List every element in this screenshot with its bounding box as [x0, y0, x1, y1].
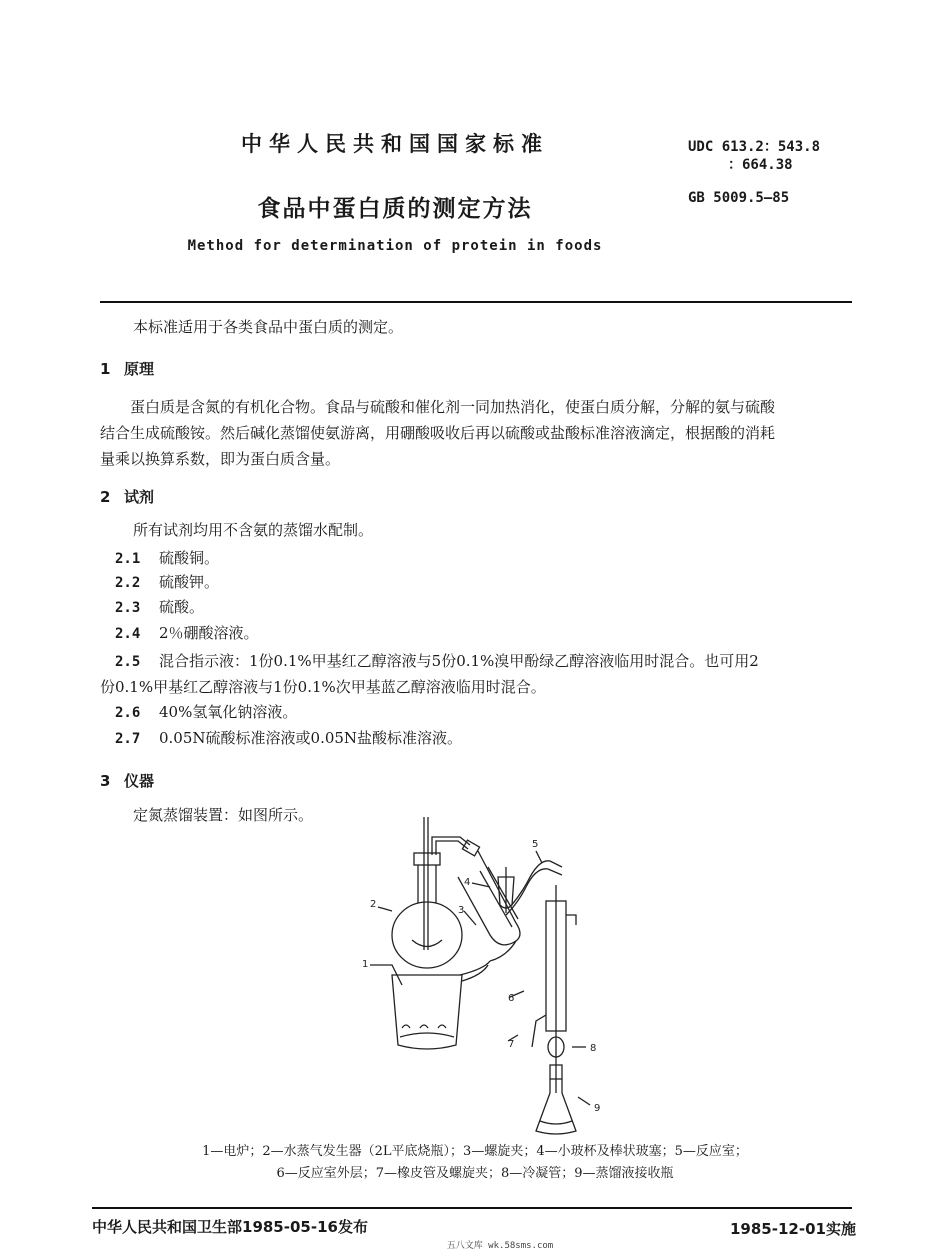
reagent-item — [115, 571, 219, 592]
issuing-authority: 中华人民共和国国家标准 — [241, 132, 549, 156]
leader-3 — [464, 911, 476, 925]
standard-number: GB 5009.5—85 — [688, 190, 790, 206]
label-5: 5 — [532, 839, 539, 850]
leader-9 — [578, 1097, 590, 1105]
distillation-apparatus-diagram — [340, 815, 630, 1145]
footer-divider — [92, 1207, 852, 1209]
stove-burner-line — [400, 1033, 454, 1037]
text-line: 量乘以换算系数，即为蛋白质含量。 — [100, 450, 341, 468]
reagent-item — [115, 547, 219, 568]
label-8: 8 — [590, 1043, 597, 1054]
reagent-item-continuation: 份0.1%甲基红乙醇溶液与1份0.1%次甲基蓝乙醇溶液临用时混合。 — [100, 678, 546, 696]
electric-stove — [392, 975, 462, 1049]
item-number: 2.3 — [115, 600, 141, 616]
section-heading-apparatus — [100, 770, 154, 791]
document-title: 食品中蛋白质的测定方法 — [257, 196, 533, 222]
document-title-english: Method for determination of protein in foods — [187, 238, 603, 254]
issue-info: 中华人民共和国卫生部1985-05-16发布 — [92, 1218, 368, 1236]
steam-generator-flask — [392, 902, 465, 968]
reagent-item — [115, 727, 462, 748]
leader-1 — [370, 965, 402, 985]
principle-paragraph — [100, 394, 860, 472]
item-text: 40%氢氧化钠溶液。 — [159, 703, 298, 721]
section-title: 原理 — [124, 360, 155, 378]
reagent-item — [115, 701, 297, 722]
text-line: 蛋白质是含氮的有机化合物。食品与硫酸和催化剂一同加热消化，使蛋白质分解，分解的氨与硫酸 — [130, 398, 776, 416]
item-number: 2.5 — [115, 654, 141, 670]
reagents-intro: 所有试剂均用不含氨的蒸馏水配制。 — [133, 521, 374, 539]
section-title: 试剂 — [124, 488, 155, 506]
label-7: 7 — [508, 1039, 515, 1050]
apparatus-intro: 定氮蒸馏装置：如图所示。 — [133, 806, 314, 824]
leader-5 — [536, 851, 542, 863]
stove-heating-element — [402, 1025, 446, 1028]
leader-2 — [378, 907, 392, 911]
item-text: 硫酸。 — [159, 598, 205, 616]
item-text: 混合指示液：1份0.1%甲基红乙醇溶液与5份0.1%溴甲酚绿乙醇溶液临用时混合。也可用2 — [159, 652, 759, 670]
section-number: 2 — [100, 488, 111, 506]
label-4: 4 — [464, 877, 471, 888]
section-number: 1 — [100, 360, 111, 378]
item-number: 2.1 — [115, 551, 141, 567]
reagent-item — [115, 622, 259, 643]
udc-code — [688, 138, 820, 174]
section-number: 3 — [100, 772, 111, 790]
caption-line: 1—电炉；2—水蒸气发生器（2L平底烧瓶）；3—螺旋夹；4—小玻杯及棒状玻塞；5—反应室； — [202, 1144, 748, 1159]
item-text: 0.05N硫酸标准溶液或0.05N盐酸标准溶液。 — [159, 729, 463, 747]
section-heading-principle — [100, 358, 154, 379]
header-divider — [100, 301, 852, 303]
section-title: 仪器 — [124, 772, 155, 790]
item-number: 2.2 — [115, 575, 141, 591]
water-level — [412, 940, 442, 947]
label-3: 3 — [458, 905, 465, 916]
label-6: 6 — [508, 993, 515, 1004]
condenser-water-outlet — [566, 915, 576, 925]
text-line: 结合生成硫酸铵。然后碱化蒸馏使氨游离，用硼酸吸收后再以硫酸或盐酸标准溶液滴定，根据酸的消耗 — [100, 424, 776, 442]
scope-paragraph: 本标准适用于各类食品中蛋白质的测定。 — [133, 318, 404, 336]
label-2: 2 — [370, 899, 377, 910]
item-text: 2％硼酸溶液。 — [159, 624, 259, 642]
label-9: 9 — [594, 1103, 601, 1114]
item-number: 2.4 — [115, 626, 141, 642]
implementation-date: 1985-12-01实施 — [730, 1220, 856, 1238]
condenser-water-inlet — [532, 1015, 546, 1047]
item-text: 硫酸钾。 — [159, 573, 220, 591]
udc-line-2: ：664.38 — [728, 157, 793, 173]
section-heading-reagents — [100, 486, 154, 507]
receiving-liquid — [540, 1121, 572, 1124]
item-text: 硫酸铜。 — [159, 549, 220, 567]
watermark: 五八文库 wk.58sms.com — [446, 1241, 554, 1251]
reagent-item — [115, 650, 759, 671]
udc-line-1: UDC 613.2：543.8 — [688, 139, 821, 155]
item-number: 2.7 — [115, 731, 141, 747]
reagent-item — [115, 596, 204, 617]
reaction-chamber-outer — [458, 851, 520, 945]
caption-line: 6—反应室外层；7—橡皮管及螺旋夹；8—冷凝管；9—蒸馏液接收瓶 — [276, 1166, 674, 1181]
outer-drain — [490, 941, 516, 961]
figure-caption — [80, 1141, 870, 1185]
item-number: 2.6 — [115, 705, 141, 721]
screw-clamp — [462, 840, 479, 856]
label-1: 1 — [362, 959, 369, 970]
